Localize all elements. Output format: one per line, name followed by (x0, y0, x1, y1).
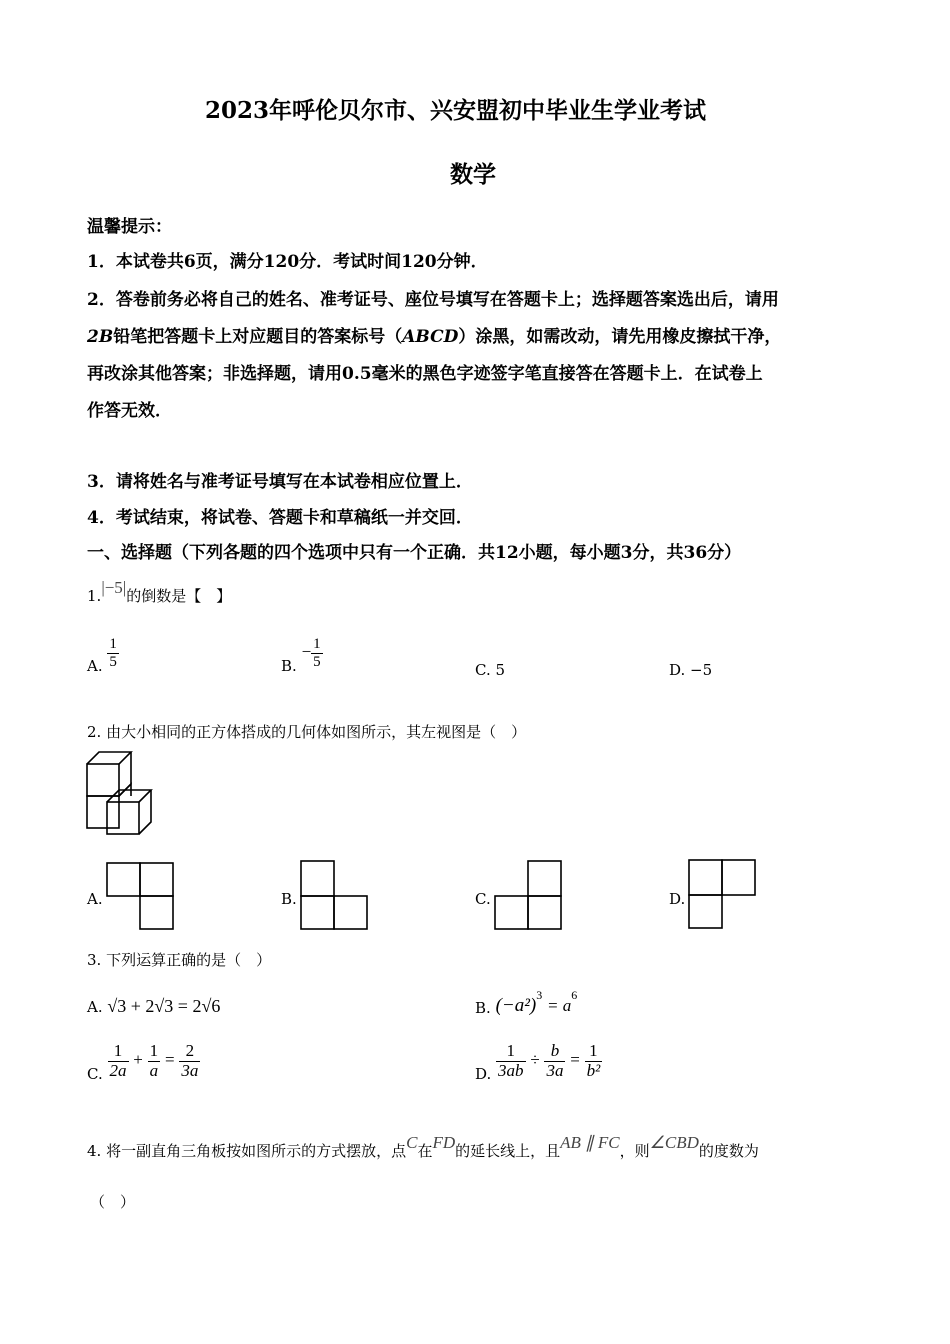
q4-segment-fd: FD (432, 1133, 456, 1152)
q3-c-fraction-2 (148, 1042, 161, 1080)
section-heading: 一、选择题（下列各题的四个选项中只有一个正确．共12小题，每小题3分，共36分） (87, 543, 742, 563)
q3-a-expression: √3 + 2√3 = 2√6 (107, 996, 221, 1016)
q3-c-f2-den: a (149, 1060, 159, 1080)
tip-3: 3．请将姓名与准考证号填写在本试卷相应位置上． (87, 472, 473, 492)
q3-c-f3-den: 3a (181, 1060, 199, 1080)
q4-point-c: C (406, 1133, 418, 1152)
exam-title: 2023年呼伦贝尔市、兴安盟初中毕业生学业考试 (205, 97, 707, 124)
q3-option-a (87, 996, 220, 1017)
pencil-grade: 2B (87, 327, 114, 347)
q3-d-equals: = (570, 1050, 580, 1070)
tip-2-line2-b: ）涂黑，如需改动，请先用橡皮擦拭干净， (458, 327, 782, 347)
q2-option-c-label: C. (475, 890, 491, 908)
q3-d-f1-den: 3ab (498, 1060, 524, 1080)
q4-parallel: AB ∥ FC (560, 1133, 620, 1152)
q3-d-fraction-3 (585, 1042, 603, 1080)
q2-option-c-view (494, 860, 564, 932)
q3-c-label: C. (87, 1065, 103, 1084)
q3-d-f3-num: 1 (589, 1041, 598, 1060)
q1-option-b (281, 636, 323, 675)
q3-d-label: D. (475, 1065, 492, 1084)
q2-option-b-view (300, 860, 370, 932)
q3-c-fraction-1 (108, 1042, 129, 1080)
q1-option-a-label: A. (87, 657, 103, 675)
q3-d-fraction-1 (496, 1042, 526, 1080)
question-4 (87, 1133, 759, 1161)
q2-option-d-label: D. (669, 890, 686, 908)
q1-option-b-label: B. (281, 657, 297, 675)
tip-2-line1: 2．答卷前务必将自己的姓名、准考证号、座位号填写在答题卡上；选择题答案选出后，请用 (87, 290, 779, 310)
q1-option-d: D. −5 (669, 661, 713, 679)
q3-c-plus: + (133, 1050, 143, 1070)
q3-c-fraction-3 (179, 1042, 200, 1080)
tip-2-line2-a: 铅笔把答题卡上对应题目的答案标号（ (113, 327, 403, 347)
answer-letters: ABCD (402, 327, 459, 347)
q1-number: 1. (87, 587, 102, 605)
q2-option-d-view (688, 859, 760, 931)
q1-a-numerator: 1 (109, 636, 117, 652)
q1-expression: |−5| (101, 578, 127, 597)
subject-title: 数学 (450, 161, 496, 188)
q3-b-label: B. (475, 999, 491, 1017)
tip-2-line2 (87, 322, 781, 347)
q3-c-f3-num: 2 (185, 1041, 195, 1060)
q3-d-fraction-2 (544, 1042, 565, 1080)
q3-a-label: A. (87, 998, 103, 1016)
tip-1: 1．本试卷共6页，满分120分．考试时间120分钟． (87, 252, 488, 272)
q3-c-equals: = (164, 1050, 175, 1070)
q2-option-a-view (106, 862, 176, 932)
tip-2-line4: 作答无效． (87, 401, 172, 421)
q3-c-f1-num: 1 (113, 1041, 123, 1060)
q3-d-f1-num: 1 (506, 1041, 516, 1060)
q3-b-base: (−a²) (495, 995, 537, 1016)
q3-option-c (87, 1041, 200, 1084)
q1-option-a (87, 636, 119, 675)
tip-2-line3: 再改涂其他答案；非选择题，请用0.5毫米的黑色字迹签字笔直接答在答题卡上．在试卷上 (87, 364, 763, 384)
q3-d-f2-den: 3a (546, 1060, 564, 1080)
q3-b-exponent: 3 (536, 988, 543, 1002)
q2-option-b-label: B. (281, 890, 297, 908)
q3-d-f3-den: b² (586, 1060, 601, 1080)
q1-b-numerator: 1 (313, 636, 321, 652)
q4-text-1: 4. 将一副直角三角板按如图所示的方式摆放，点 (87, 1142, 407, 1160)
q3-c-f1-den: 2a (109, 1060, 127, 1080)
q4-answer-paren: （ ） (90, 1193, 136, 1211)
q1-text: 的倒数是【 】 (126, 587, 232, 605)
q3-option-d (475, 1041, 602, 1084)
q1-a-denominator: 5 (109, 653, 117, 670)
q4-text-2: 在 (417, 1142, 433, 1160)
q2-cube-figure (85, 750, 175, 840)
q3-option-b (475, 988, 578, 1017)
tips-heading: 温馨提示： (87, 217, 172, 237)
q1-option-a-fraction (107, 636, 119, 670)
q4-text-3: 的延长线上，且 (455, 1142, 561, 1160)
q2-option-a-label: A. (87, 890, 103, 908)
question-3: 3. 下列运算正确的是（ ） (87, 951, 272, 969)
q3-b-rhs-exponent: 6 (571, 988, 578, 1002)
q3-d-f2-num: b (550, 1041, 560, 1060)
question-2: 2. 由大小相同的正方体搭成的几何体如图所示，其左视图是（ ） (87, 723, 527, 741)
q1-b-denominator: 5 (313, 653, 321, 670)
q3-d-divide: ÷ (530, 1050, 540, 1070)
q1-option-b-fraction (311, 636, 323, 670)
q1-option-c: C. 5 (475, 661, 506, 679)
q3-c-f2-num: 1 (149, 1041, 159, 1060)
q1-option-b-sign: − (301, 642, 312, 661)
tip-4: 4．考试结束，将试卷、答题卡和草稿纸一并交回． (87, 508, 473, 528)
q3-b-rhs: = a (547, 996, 572, 1015)
question-1 (87, 578, 232, 606)
q4-text-5: 的度数为 (698, 1142, 759, 1160)
q4-text-4: ，则 (619, 1142, 650, 1160)
q4-angle: ∠CBD (649, 1133, 699, 1152)
